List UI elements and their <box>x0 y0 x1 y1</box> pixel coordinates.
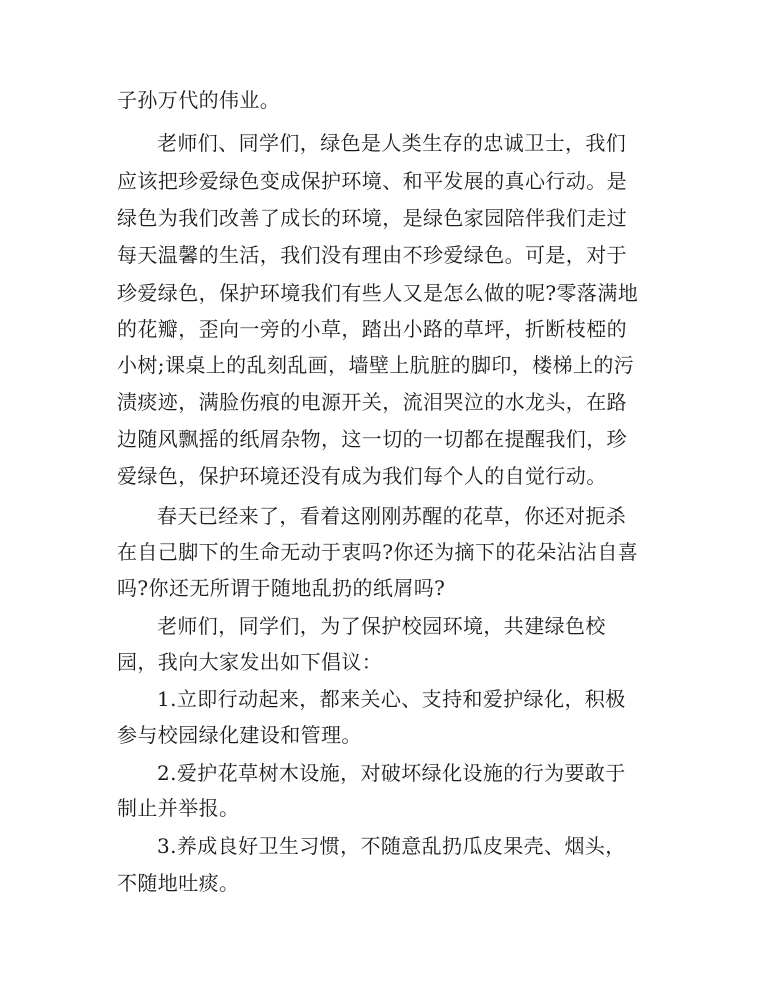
text-line: 每天温馨的生活，我们没有理由不珍爱绿色。可是，对于 <box>117 243 627 267</box>
list-item-3: 3.养成良好卫生习惯，不随意乱扔瓜皮果壳、烟头， <box>157 834 626 858</box>
paragraph-start-line: 老师们、同学们，绿色是人类生存的忠诚卫士，我们 <box>157 131 627 155</box>
list-item-2: 2.爱护花草树木设施，对破坏绿化设施的行为要敢于 <box>157 761 626 785</box>
text-line: 渍痰迹，满脸伤痕的电源开关，流泪哭泣的水龙头，在路 <box>117 390 627 414</box>
text-line: 应该把珍爱绿色变成保护环境、和平发展的真心行动。是 <box>117 169 627 193</box>
text-line: 园，我向大家发出如下倡议： <box>117 650 383 674</box>
text-line: 吗?你还无所谓于随地乱扔的纸屑吗? <box>117 576 446 600</box>
text-line: 珍爱绿色，保护环境我们有些人又是怎么做的呢?零落满地 <box>117 281 639 305</box>
text-line: 制止并举报。 <box>117 796 240 820</box>
text-line: 边随风飘摇的纸屑杂物，这一切的一切都在提醒我们，珍 <box>117 427 627 451</box>
text-line: 的花瓣，歪向一旁的小草，踏出小路的草坪，折断枝椏的 <box>117 317 627 341</box>
text-line: 爱绿色，保护环境还没有成为我们每个人的自觉行动。 <box>117 464 607 488</box>
text-line: 参与校园绿化建设和管理。 <box>117 723 362 747</box>
text-line: 子孙万代的伟业。 <box>117 88 281 112</box>
text-line: 不随地吐痰。 <box>117 871 240 895</box>
text-line: 绿色为我们改善了成长的环境，是绿色家园陪伴我们走过 <box>117 206 627 230</box>
paragraph-start-line: 春天已经来了，看着这刚刚苏醒的花草，你还对扼杀 <box>157 504 627 528</box>
paragraph-start-line: 老师们，同学们，为了保护校园环境，共建绿色校 <box>157 614 606 638</box>
text-line: 在自己脚下的生命无动于衷吗?你还为摘下的花朵沾沾自喜 <box>117 540 639 564</box>
list-item-1: 1.立即行动起来，都来关心、支持和爱护绿化，积极 <box>157 687 626 711</box>
text-line: 小树;课桌上的乱刻乱画，墙壁上肮脏的脚印，楼梯上的污 <box>117 353 635 377</box>
